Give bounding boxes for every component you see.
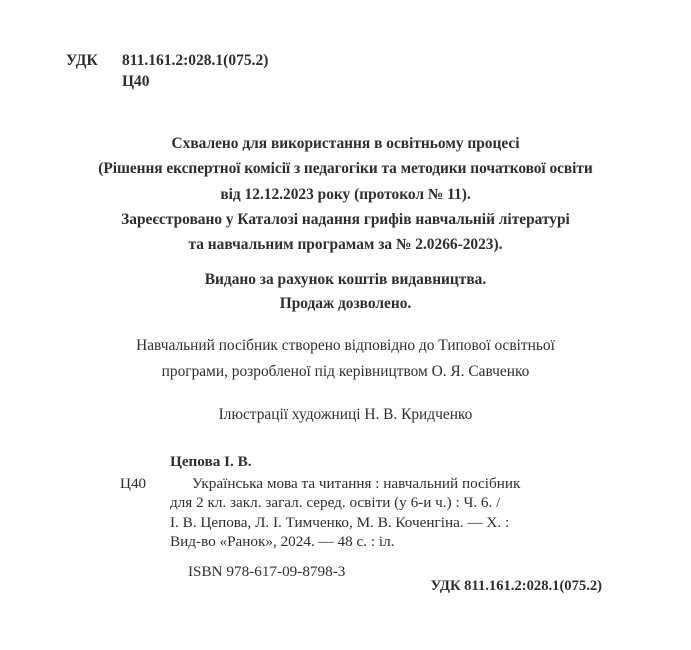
publishing-note-block — [0, 268, 691, 316]
biblio-line-publisher: Вид-во «Ранок», 2024. — 48 с. : іл. — [170, 533, 395, 551]
illustrator-credit: Ілюстрації художниці Н. В. Кридченко — [218, 406, 473, 423]
approval-commission-line: (Рішення експертної комісії з педагогіки та методики початкової освіти — [98, 160, 593, 178]
biblio-description — [170, 474, 520, 552]
biblio-line-authors: І. В. Цепова, Л. І. Тимченко, М. В. Коченгіна. — Х. : — [170, 513, 510, 531]
biblio-author-heading: Цепова І. В. — [170, 453, 252, 470]
program-note-line-2: програми, розробленої під керівництвом О. Я. Савченко — [161, 363, 530, 380]
bibliographic-record — [120, 452, 620, 552]
approval-block — [0, 131, 691, 257]
publishing-funding-line: Видано за рахунок коштів видавництва. — [204, 271, 487, 288]
udc-header-block — [66, 50, 268, 92]
udc-code: 811.161.2:028.1(075.2) — [122, 52, 269, 69]
udc-header-row — [66, 50, 268, 71]
program-note-line-1: Навчальний посібник створено відповідно до Типової освітньої — [136, 337, 555, 354]
approval-date-line: від 12.12.2023 року (протокол № 11). — [220, 185, 471, 203]
biblio-author-sign: Ц40 — [120, 474, 147, 492]
biblio-line-grade: для 2 кл. закл. загал. серед. освіти (у 6-и ч.) : Ч. 6. / — [170, 494, 501, 512]
author-sign-header: Ц40 — [122, 73, 150, 90]
biblio-line-title: Українська мова та читання : навчальний посібник — [192, 474, 521, 492]
program-note-block — [0, 333, 691, 385]
biblio-body — [120, 474, 620, 552]
approval-registration-number-line: та навчальним програмам за № 2.0266-2023). — [188, 236, 503, 254]
isbn: ISBN 978-617-09-8798-3 — [188, 563, 346, 580]
sale-permitted-line: Продаж дозволено. — [279, 295, 412, 312]
approval-heading: Схвалено для використання в освітньому процесі — [171, 135, 520, 152]
approval-registration-line: Зареєстровано у Каталозі надання грифів навчальній літературі — [121, 210, 570, 228]
udc-label: УДК — [66, 52, 98, 69]
udc-footer: УДК 811.161.2:028.1(075.2) — [430, 578, 602, 594]
